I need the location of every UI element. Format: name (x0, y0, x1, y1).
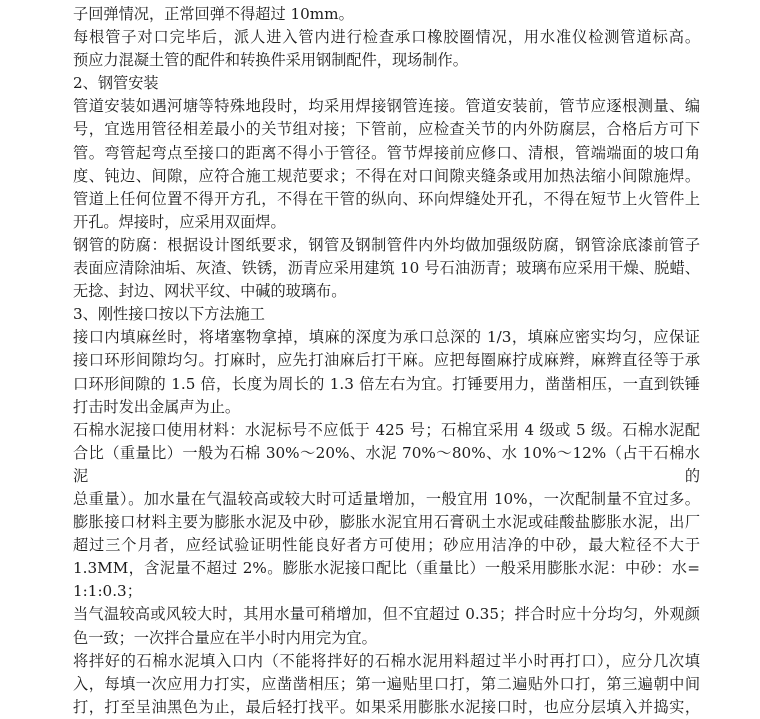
paragraph-line: 接口环形间隙均匀。打麻时，应先打油麻后打干麻。应把每圈麻拧成麻辫，麻辫直径等于承 (73, 351, 700, 370)
section-heading-line: 3、刚性接口按以下方法施工 (73, 305, 265, 324)
paragraph-line: 无捻、封边、网状平纹、中碱的玻璃布。 (73, 282, 347, 301)
paragraph-line: 入，每填一次应用力打实，应凿凿相压；第一遍贴里口打，第二遍贴外口打，第三遍朝中间 (73, 674, 700, 693)
paragraph-line: 管。弯管起弯点至接口的距离不得小于管径。管节焊接前应修口、清根，管端端面的坡口角 (73, 143, 700, 162)
paragraph-line: 接口内填麻丝时，将堵塞物拿掉，填麻的深度为承口总深的 1/3，填麻应密实均匀，应保证 (73, 328, 700, 347)
paragraph-line: 表面应清除油垢、灰渣、铁锈，沥青应采用建筑 10 号石油沥青；玻璃布应采用干燥、脱蜡、 (73, 259, 700, 278)
paragraph-line: 超过三个月者，应经试验证明性能良好者方可使用；砂应用洁净的中砂，最大粒径不大于 (73, 536, 700, 555)
paragraph-line: 管道上任何位置不得开方孔，不得在干管的纵向、环向焊缝处开孔，不得在短节上火管件上 (73, 189, 700, 208)
paragraph-line: 1.3MM，含泥量不超过 2%。膨胀水泥接口配比（重量比）一般采用膨胀水泥：中砂：水=1:1:0.3； (73, 559, 700, 601)
paragraph-line: 合比（重量比）一般为石棉 30%～20%、水泥 70%～80%、水 10%～12%（占干石棉水泥的 (73, 443, 700, 485)
paragraph-line: 管道安装如遇河塘等特殊地段时，均采用焊接钢管连接。管道安装前，管节应逐根测量、编 (73, 97, 700, 116)
paragraph-line: 预应力混凝土管的配件和转换件采用钢制配件，现场制作。 (73, 51, 468, 70)
section-heading-line: 2、钢管安装 (73, 74, 159, 93)
document-text-body (73, 0, 700, 719)
paragraph-line: 膨胀接口材料主要为膨胀水泥及中砂，膨胀水泥宜用石膏矾土水泥或硅酸盐膨胀水泥，出厂 (73, 513, 700, 532)
paragraph-line: 号，宜选用管径相差最小的关节组对接；下管前，应检查关节的内外防腐层，合格后方可下 (73, 120, 700, 139)
paragraph-line: 口环形间隙的 1.5 倍，长度为周长的 1.3 倍左右为宜。打锤要用力，凿凿相压，一直到铁锤 (73, 374, 700, 393)
paragraph-line: 石棉水泥接口使用材料：水泥标号不应低于 425 号；石棉宜采用 4 级或 5 级。石棉水泥配 (73, 420, 700, 439)
paragraph-line: 子回弹情况，正常回弹不得超过 10mm。 (73, 5, 354, 23)
paragraph-line: 当气温较高或风较大时，其用水量可稍增加，但不宜超过 0.35；拌合时应十分均匀，外观颜 (73, 605, 700, 624)
paragraph-line: 度、钝边、间隙，应符合施工规范要求；不得在对口间隙夹缝条或用加热法缩小间隙施焊。 (73, 166, 700, 185)
paragraph-line: 打击时发出金属声为止。 (73, 397, 241, 416)
paragraph-line: 色一致；一次拌合量应在半小时内用完为宜。 (73, 628, 377, 647)
paragraph-line: 开孔。焊接时，应采用双面焊。 (73, 212, 286, 231)
paragraph-line: 钢管的防腐：根据设计图纸要求，钢管及钢制管件内外均做加强级防腐，钢管涂底漆前管子 (73, 235, 700, 254)
paragraph-line: 每根管子对口完毕后，派人进入管内进行检查承口橡胶圈情况，用水准仪检测管道标高。 (73, 28, 700, 47)
paragraph-line: 打，打至呈油黑色为止，最后轻打找平。如果采用膨胀水泥接口时，也应分层填入并捣实， (73, 697, 700, 716)
paragraph-line: 将拌好的石棉水泥填入口内（不能将拌好的石棉水泥用料超过半小时再打口），应分几次填 (73, 651, 700, 670)
paragraph-line: 总重量）。加水量在气温较高或较大时可适量增加，一般宜用 10%，一次配制量不宜过多。 (73, 489, 700, 508)
